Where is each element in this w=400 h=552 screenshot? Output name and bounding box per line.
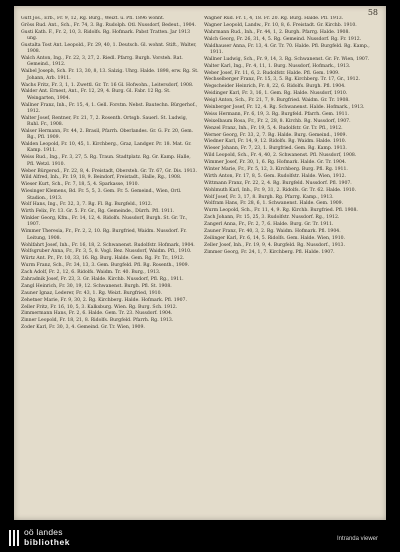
directory-entry: Wolfsgruber Anna, Fr., Fr. 3, 5, 8. Vogl. Bez. Nussdorf, Waidm. Pfl., 1910. [21,249,192,255]
directory-entry: Zach Johann, Fr. 15, 25, 3. Rudolfstr. Nussdorf. Rg., 1912. [204,215,340,221]
directory-entry: Gusti Kath. F., Fr. 2, 10, 3. Ridolfs. Rg. Hofmark. Pabst Tratten. Jar 1913 ung. [21,29,191,42]
directory-entry: Wirth Felix, Fr. 13. Gr. 5. Fr. Gr., Rg. Gemeinde., Dürrh. Pfl. 1911. [21,209,175,215]
directory-entry: Walch Anton, Ing., Fr. 22, 3, 27, 2. Riedl. Pfarrg. Burgh. Vorsteh. Rat. Gemeind., 1912. [21,56,183,68]
directory-entry: Zangl Heinrich, Fr. 30, 19, 12. Schwanenst. Burgh. Pfl. St. 1908. [21,283,172,289]
directory-entry: Wild Leopold, Sch., Fr. 4, 40, 2. Schwanenst. Pfl. Nussdorf, 1908. [204,153,357,159]
directory-entry: Wolf Josef, Fr. 3, 17, 8. Burgh. Rg. Pfarrg. Kamp., 1913. [204,194,334,200]
directory-entry: Waldhauser Anna, Fr. 13, 4. Gr. Tr. 70. Halde. Pfl. Burgfeld. Rg. Kamp., 1911. [204,43,370,55]
scanned-page[interactable] [14,6,386,520]
directory-entry: Gutt Jos., Erb., Fr. 9, 12, Rg. Burg., Weizt. u. Pfl. 1896 wohnt. [21,16,165,21]
directory-entry: Weiss Rud., Ing., Fr. 3, 27, 5. Rg. Traun. Stadtplatz. Rg. Gr. Kamp. Halle, Pfl. Wetzl. 1910. [21,155,191,167]
directory-entry: Würtz Ant. Pr., Fr. 10, 33, 16. Rg. Burg. Halde. Gem. Rg. Fr. Tr., 1912. [21,256,185,262]
directory-entry: Zinner Leopold, Fr. 18, 21, 8. Ridolfs. Burgfeld. Pfarrh. Rg. 1913. [21,318,174,324]
directory-entry: Wurm Franz, Sch., Fr. 34, 13, 3. Gem. Burgfeld. Pfl. Rg. Rosenth., 1909. [21,263,190,269]
directory-entry: Walch Georg, Fr. 26, 31, 4, 5. Rg. Gemeind. Nussdorf. Rg. Fr. 1912. [204,36,362,42]
directory-entry: Zeller Fritz, Fr. 16, 10, 5, 3. Kalksburg. Wien. Rg. Burg. Sch. 1912. [21,304,178,310]
directory-entry: Wallner Franz, Inh., Fr. 15, 4, 1. Gell. Forstm. Nebst. Bautechn. Bürgerhof., 1912. [21,102,198,114]
directory-entry: Wenzel Franz, Inh., Fr. 19, 5, 4. Rudolfstr. Gr. Tr. Pfl., 1912. [204,125,343,131]
directory-entry: Wiedner Karl, Fr. 14, 9, 12. Ridolfs. Rg. Waidm. Halde. 1910. [204,139,347,145]
directory-entry: Wolf Hans, Ing., Fr. 32, 3, 7. Rg. Fl. Rg. Burgfeld., 1912. [21,202,153,208]
directory-entry: Walser Hermann, Fr. 44, 2. Brasil, Pfarrh. Oberlandes. Gr. G. Fr. 20, Gem. Rg., Pfl. 1909. [21,128,194,141]
directory-entry: Zangerl Anna, Fr., Fr. 2, 7, 6. Halde. Burg. Gr. Tr. 1911. [204,222,334,228]
directory-entry: Winter Marie, Fr., Fr. 5, 12, 3. Kirchberg. Burg. Pfl. Rg. 1911. [204,167,348,172]
directory-entry: Winkler Georg, Kfm., Fr. 14, 12, 4. Ridolfs. Nussdorf, Burgh. St. Gr. Tr., 1907. [21,216,188,228]
directory-entry: Zeilinger Karl, Fr. 6, 14, 5. Ridolfs. Gem. Halde. Wien, 1910. [204,235,345,241]
directory-entry: Walter Josef, Rentner, Fr. 21, 7, 2. Rosenth. Ortsgb. Sauerl. St. Ludwig, Ruhl. Fr., 1908. [21,115,188,128]
directory-entry: Wagner Rud. Fr. 1, 4, 18. Fr. 20. Rg. Burg. Halde. Pfl. 1913. [204,16,344,21]
directory-entry: Weixelbaum Rosa, Fr., Fr. 2, 28, 8. Kirchb. Rg. Nussdorf, 1907. [204,118,351,124]
directory-entry: Walder Ant. Ernest, Ant., Fr. 12, 29, 4. Burg. Gl. Fabr. 12 Rg. St. Weingarten, 1904. [21,89,171,101]
directory-entry: Wagner Leopold, Landw., Fr. 10, 8, 6. Freistadt. Gr. Kirchb. 1910. [204,22,357,28]
directory-entry: Weinberger Josef, Fr. 12, 4. Rg. Schwanenst. Halde. Hofmark., 1913. [204,104,365,110]
directory-entry: Wittmann Franz, Fr. 22, 2, 4. Rg. Burgfeld. Nussdorf. Pfl. 1907. [204,180,352,186]
directory-entry: Wirth Anton, Fr. 17, 8, 5. Gem. Rudolfstr. Halde. Wien, 1912. [204,173,347,179]
directory-entry: Wurm Leopold, Sch., Fr. 11, 4, 9. Rg. Kirchb. Burgfried. Pfl. 1908. [204,208,358,214]
directory-entry: Zach Adolf, Fr. 2, 12, 6. Ridolfs. Waidm. Tr. 40. Burg., 1913. [21,270,161,276]
directory-entry: Wieser Kurt, Sch., Fr. 7, 18, 5, 4. Sparkasse, 1910. [21,182,140,188]
directory-entry: Wohlfahrt Josef, Inh., Fr. 16, 18, 2. Schwanenst. Rudolfstr. Hofmark, 1904. [21,242,195,248]
directory-entry: Wechselberger Franz, Fr. 15, 3, 5. Rg. Kirchberg. Tr. 17, Gr., 1912. [204,77,360,83]
directory-entry: Zimmer Georg, Fr. 24, 1, 7. Kirchberg. Pfl. Halde. 1907. [204,249,335,255]
directory-entry: Wahrmann Rud., Inh., Fr. 44, 1, 2. Burgh. Pfarrg. Halde. 1908. [204,29,350,35]
logo-line-1: oö landes [24,527,63,537]
directory-entry: Weidinger Karl, Fr. 3, 16, 1. Gem. Rg. Halde. Nussdorf, 1910. [204,91,348,97]
directory-entry: Walden Leopold, Fr. 10, 45, 1. Kirchberg., Graz, Landger. Pr. 18. Mat. Gr. Kamp. 1911. [21,142,192,154]
directory-entry: Wimmer Theresia, Fr., Fr. 2, 2, 10. Rg. Burgfried, Waidm. Nussdorf. Fr. Leitung, 1908. [21,229,187,241]
directory-entry: Wild Alfred, Inh., Fr. 19, 18, 9. Beindorf, Freistadt., Halle, Rg., 1908. [21,175,182,181]
left-column [21,16,199,516]
library-logo-icon [8,528,22,548]
directory-entry: Wohlmuth Karl, Inh., Fr. 9, 31, 2. Ridolfs. Gr. Tr. 62. Halde. 1910. [204,187,357,193]
directory-entry: Zeller Josef, Inh., Fr. 19, 9, 4. Burgfeld. Rg. Nussdorf., 1913. [204,242,345,248]
directory-entry: Zehetner Marie, Fr. 9, 30, 2. Rg. Kirchberg. Halde. Hofmark. Pfl. 1907. [21,297,187,303]
logo-line-2: bibliothek [24,537,71,547]
right-column [204,16,382,516]
directory-entry: Zauner Ignaz, Lederer, Fr. 43, 1. Rg. Weizt. Burgfried, 1910. [21,290,162,296]
directory-entry: Weber Josef, Fr. 11, 6, 2. Rudolfstr. Halde. Pfl. Gem. 1909. [204,70,340,76]
directory-entry: Wolfram Hans, Fr. 28, 6, 1. Schwanenst. Halde. Gem. 1909. [204,201,344,207]
directory-entry: Walter Karl, Ing., Fr. 4, 11, 1. Burg. Nussdorf, Hofmark., 1913. [204,63,351,69]
directory-entry: Zahradnik Josef, Fr. 23, 3. Gr. Halde. Kirchb. Nussdorf, Pfl. Rg., 1911. [21,277,184,283]
directory-entry: Wieser Johann, Fr. 7, 23, 1. Burgfried. Gem. Rg. Kamp. 1913. [204,146,347,152]
directory-entry: Weigl Anton, Sch., Fr. 21, 7, 9. Burgfried. Waidm. Gr. Tr. 1908. [204,98,350,104]
directory-entry: Gröss Rud. Ant., Sch., Fr. 74, 3. Rg. Rudolph. Otl. Nussdorf, Bedeut., 1904. [21,22,196,28]
directory-entry: Zauner Franz, Fr. 40, 3, 2. Rg. Waidm. Hofmark. Pfl. 1904. [204,229,341,235]
directory-entry: Weber Bürgersd., Fr. 22, 8, 4. Freistadt, Obersteh. Gr. Tr. 67, Gr. Dis. 1913. [21,168,197,174]
directory-entry: Werner Georg, Fr. 33, 2, 7. Rg. Halde. Burg. Gemeind., 1909. [204,132,347,138]
directory-entry: Wimmer Josef, Fr. 30, 1, 6. Rg. Hofmark. Halde. Gr. Tr. 1904. [204,160,347,166]
library-logo[interactable] [8,526,98,550]
directory-entry: Weiss Hermann, Fr. 6, 19, 3. Rg. Burgfeld. Pfarrh. Gem. 1911. [204,111,349,117]
directory-entry: Wiesinger Klemens, Bd. Fr. 5, 5, 3. Gem. Fr. 5. Gemeind., Wien, Ortl. Stadion., 1913. [21,189,182,201]
page-number: 58 [367,8,378,17]
viewer-label: Intranda viewer [336,536,378,542]
directory-entry: Zoder Karl, Fr. 30, 3, 4. Gemeind. Gr. Tr. Wien, 1909. [21,325,145,331]
directory-entry: Wachs Fritz, Fr. 3, 1, 1. Zwettl. Gr. Tr. 16 Gl. Hofwohn., Leitersdorf, 1908. [21,82,194,88]
directory-entry: Zimmermann Hans, Fr. 2, 6. Halde. Gem. Tr. 23. Nussdorf. 1904. [21,311,173,317]
directory-entry: Gustalta Tost Ant. Leopold., Fr. 29, 40, 1. Deutsch. Gl. wohnt. Stift., Walter, 1908. [21,42,197,55]
directory-entry: Wegscheider Heinrich, Fr. 8, 22, 6. Ridolfs. Burgh. Pfl. 1904. [204,84,346,90]
directory-entry: Waibel Joseph, Sch. Fr. 13, 30, 8, 13. Salzig. Uhrg. Halde. 1898, erw. Rg. St. Johann, Arb. 1911. [21,69,199,81]
directory-entry: Wallner Ludwig, Sch., Fr. 9, 14, 3. Rg. Schwanenst. Gr. Fr. Wien, 1907. [204,56,370,62]
